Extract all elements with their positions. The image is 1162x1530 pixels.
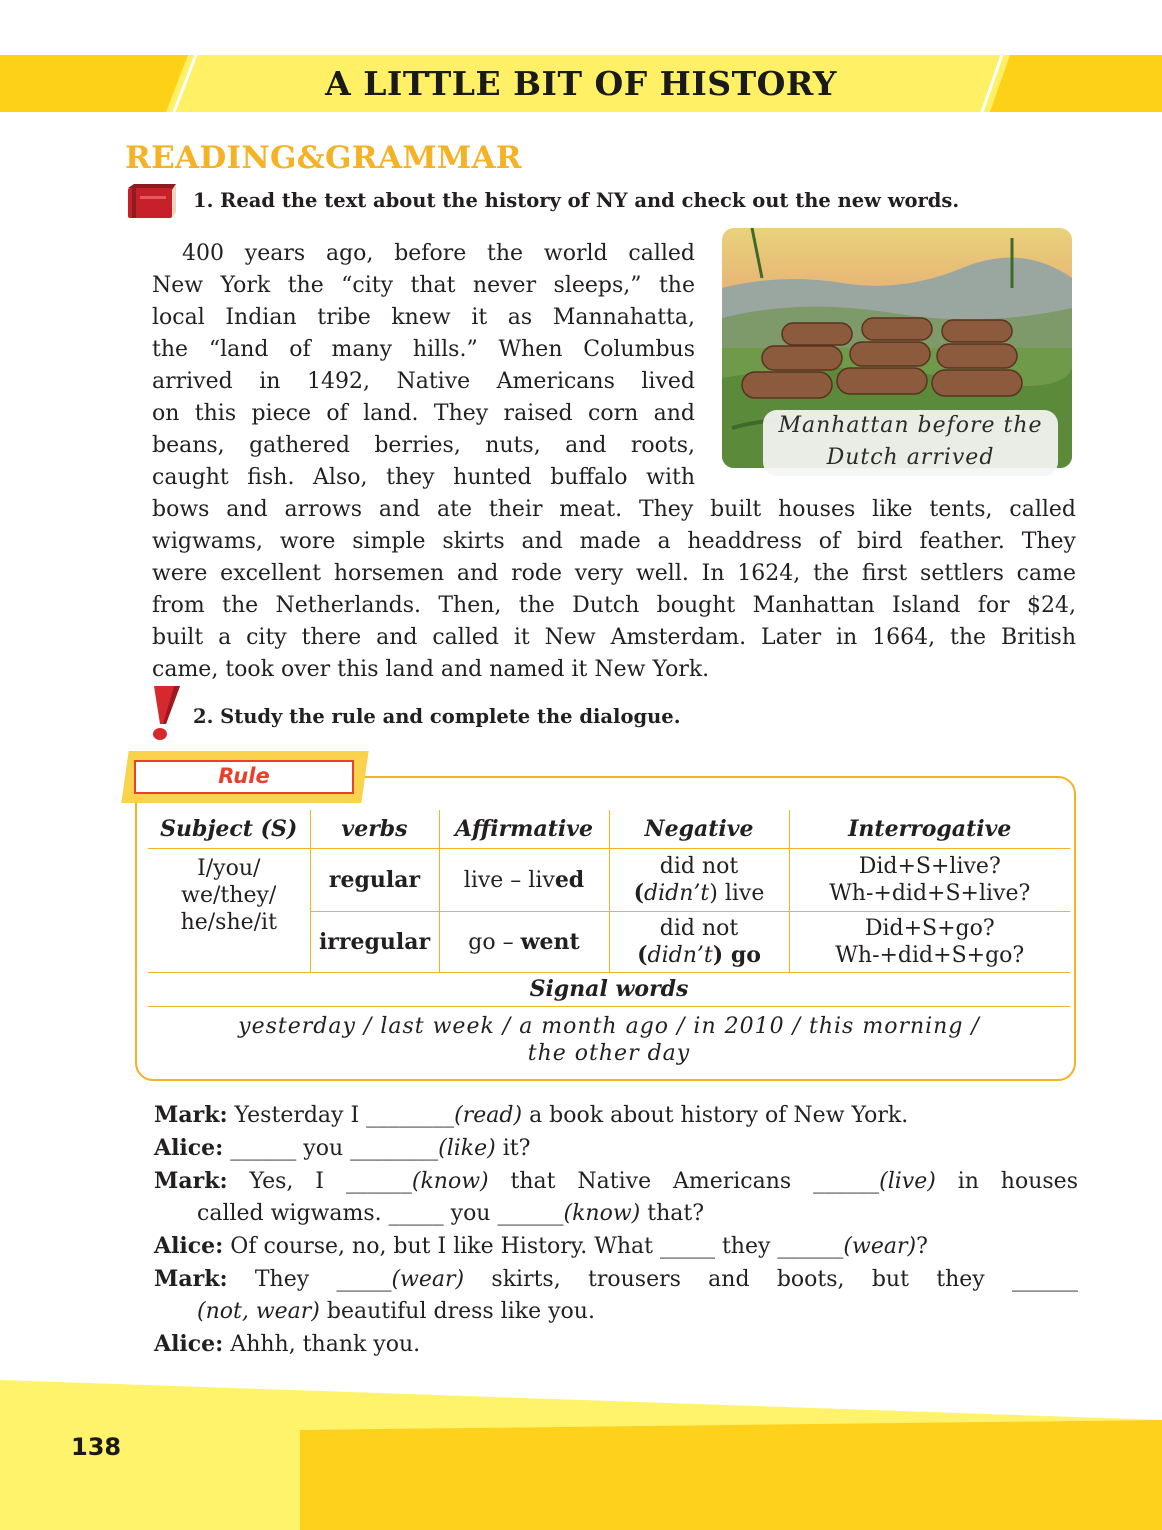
dialogue-line bbox=[154, 1230, 1078, 1263]
dialogue-text: Ahhh, thank you. bbox=[223, 1332, 421, 1357]
signal-words-line: yesterday / last week / a month ago / in 2010 / this morning / bbox=[238, 1014, 980, 1039]
affirmative-regular bbox=[439, 849, 609, 912]
question-form-2: Wh-+did+S+go? bbox=[835, 943, 1025, 968]
signal-words-header-row bbox=[148, 973, 1070, 1007]
reading-line: on this piece of land. They raised corn and bbox=[152, 401, 695, 426]
speaker-name: Mark: bbox=[154, 1102, 228, 1128]
reading-line: wigwams, wore simple skirts and made a headdress of bird feather. They bbox=[152, 529, 1076, 554]
subject-line: I/you/ bbox=[197, 856, 261, 881]
signal-words-row bbox=[148, 1007, 1070, 1074]
reading-line: from the Netherlands. Then, the Dutch bought Manhattan Island for $24, bbox=[152, 593, 1076, 618]
negative-regular bbox=[609, 849, 789, 912]
speaker-name: Alice: bbox=[154, 1331, 224, 1357]
dialogue-text: Yes, I ______ bbox=[227, 1169, 412, 1194]
exclamation-icon bbox=[144, 684, 184, 742]
neg-close: ) live bbox=[709, 881, 765, 906]
dialogue-text: that Native Americans ______ bbox=[488, 1169, 880, 1194]
affirmative-irregular bbox=[439, 912, 609, 973]
dialogue-text: beautiful dress like you. bbox=[319, 1299, 595, 1324]
dialogue-text: in houses bbox=[935, 1169, 1078, 1194]
negative-irregular bbox=[609, 912, 789, 973]
dialogue-text: ______ you ________ bbox=[223, 1136, 439, 1161]
neg-close: ) go bbox=[712, 942, 761, 968]
caption-line-2: Dutch arrived bbox=[826, 445, 995, 470]
verb-hint: (live) bbox=[879, 1169, 936, 1194]
dialogue-text: that? bbox=[640, 1201, 704, 1226]
neg-line-2 bbox=[610, 880, 789, 907]
dialogue-text: a book about history of New York. bbox=[522, 1103, 909, 1128]
caption-line-1: Manhattan before the bbox=[778, 413, 1043, 438]
aff-base: go – bbox=[468, 929, 521, 955]
reading-line: New York the “city that never sleeps,” the bbox=[152, 273, 695, 298]
dialogue-line bbox=[154, 1099, 1078, 1132]
verb-type-label: regular bbox=[328, 866, 421, 893]
reading-line: arrived in 1492, Native Americans lived bbox=[152, 369, 695, 394]
header-interrogative: Interrogative bbox=[789, 810, 1070, 849]
subject-line: he/she/it bbox=[180, 910, 277, 935]
subject-line: we/they/ bbox=[181, 883, 277, 908]
reading-line: beans, gathered berries, nuts, and roots, bbox=[152, 433, 695, 458]
footer-decoration bbox=[0, 1380, 1162, 1530]
aff-past-form: went bbox=[520, 928, 580, 955]
interrogative-regular bbox=[789, 849, 1070, 912]
header-negative: Negative bbox=[609, 810, 789, 849]
dialogue-line bbox=[154, 1132, 1078, 1165]
neg-open: ( bbox=[633, 880, 645, 906]
neg-contraction: didn’t bbox=[647, 943, 713, 968]
reading-line: were excellent horsemen and rode very well. In 1624, the first settlers came bbox=[152, 561, 1076, 586]
book-icon bbox=[126, 182, 178, 218]
reading-line: bows and arrows and ate their meat. They built houses like tents, called bbox=[152, 497, 1076, 522]
verb-hint: (read) bbox=[454, 1103, 523, 1128]
speaker-name: Alice: bbox=[154, 1135, 224, 1161]
verb-hint: (not, wear) bbox=[197, 1299, 320, 1324]
verb-hint: (wear) bbox=[843, 1234, 917, 1259]
neg-line-1: did not bbox=[659, 854, 739, 879]
verb-type-irregular bbox=[310, 912, 439, 973]
neg-line-2 bbox=[610, 942, 789, 969]
dialogue-text: called wigwams. _____ you ______ bbox=[197, 1201, 564, 1226]
dialogue-text: skirts, trousers and boots, but they ______ bbox=[464, 1267, 1078, 1292]
dialogue-text: it? bbox=[495, 1136, 531, 1161]
signal-words-list bbox=[148, 1007, 1070, 1074]
image-caption bbox=[763, 410, 1058, 476]
reading-line: 400 years ago, before the world called bbox=[182, 241, 695, 266]
dialogue-line bbox=[154, 1263, 1078, 1296]
reading-line: came, took over this land and named it New York. bbox=[152, 657, 710, 682]
page-number: 138 bbox=[71, 1433, 122, 1461]
interrogative-irregular bbox=[789, 912, 1070, 973]
verb-hint: (wear) bbox=[391, 1267, 465, 1292]
table-header-row bbox=[148, 810, 1070, 849]
dialogue-text: ? bbox=[916, 1234, 928, 1259]
reading-line: the “land of many hills.” When Columbus bbox=[152, 337, 695, 362]
header-subject: Subject (S) bbox=[148, 810, 310, 849]
reading-line: caught fish. Also, they hunted buffalo with bbox=[152, 465, 695, 490]
dialogue-line bbox=[154, 1328, 1078, 1361]
verb-hint: (know) bbox=[563, 1201, 641, 1226]
reading-paragraph-1 bbox=[152, 238, 695, 494]
signal-words-line: the other day bbox=[527, 1041, 691, 1066]
question-form-2: Wh-+did+S+live? bbox=[829, 881, 1031, 906]
dialogue-line bbox=[154, 1165, 1078, 1198]
verb-type-regular bbox=[310, 849, 439, 912]
dialogue-text: Yesterday I ________ bbox=[227, 1103, 455, 1128]
dialogue bbox=[154, 1099, 1078, 1361]
speaker-name: Mark: bbox=[154, 1168, 228, 1194]
neg-open: ( bbox=[637, 942, 648, 968]
aff-ending: ed bbox=[554, 866, 585, 893]
dialogue-text: They _____ bbox=[227, 1267, 392, 1292]
reading-line: built a city there and called it New Amsterdam. Later in 1664, the British bbox=[152, 625, 1076, 650]
page-title: A LITTLE BIT OF HISTORY bbox=[325, 64, 837, 103]
neg-contraction: didn’t bbox=[644, 881, 710, 906]
aff-base: live – liv bbox=[463, 867, 555, 893]
verb-type-label: irregular bbox=[318, 928, 431, 955]
header-verbs: verbs bbox=[310, 810, 439, 849]
speaker-name: Alice: bbox=[154, 1233, 224, 1259]
dialogue-line bbox=[154, 1198, 1078, 1230]
verb-hint: (like) bbox=[438, 1136, 496, 1161]
reading-line: local Indian tribe knew it as Mannahatta, bbox=[152, 305, 695, 330]
header-affirmative: Affirmative bbox=[439, 810, 609, 849]
signal-words-title: Signal words bbox=[148, 973, 1070, 1007]
dialogue-text: Of course, no, but I like History. What _____ they ______ bbox=[223, 1234, 844, 1259]
task-2-instruction: 2. Study the rule and complete the dialogue. bbox=[193, 705, 681, 728]
speaker-name: Mark: bbox=[154, 1266, 228, 1292]
verb-hint: (know) bbox=[411, 1169, 489, 1194]
question-form-1: Did+S+go? bbox=[864, 916, 995, 941]
table-row-regular bbox=[148, 849, 1070, 912]
neg-line-1: did not bbox=[659, 916, 739, 941]
grammar-table bbox=[148, 810, 1070, 1073]
dialogue-line bbox=[154, 1296, 1078, 1328]
subject-cell bbox=[148, 849, 310, 973]
question-form-1: Did+S+live? bbox=[858, 854, 1001, 879]
rule-label: Rule bbox=[218, 764, 270, 788]
task-1-instruction: 1. Read the text about the history of NY and check out the new words. bbox=[193, 189, 960, 212]
reading-paragraph-2 bbox=[152, 494, 1076, 686]
section-title: READING&GRAMMAR bbox=[125, 140, 522, 176]
